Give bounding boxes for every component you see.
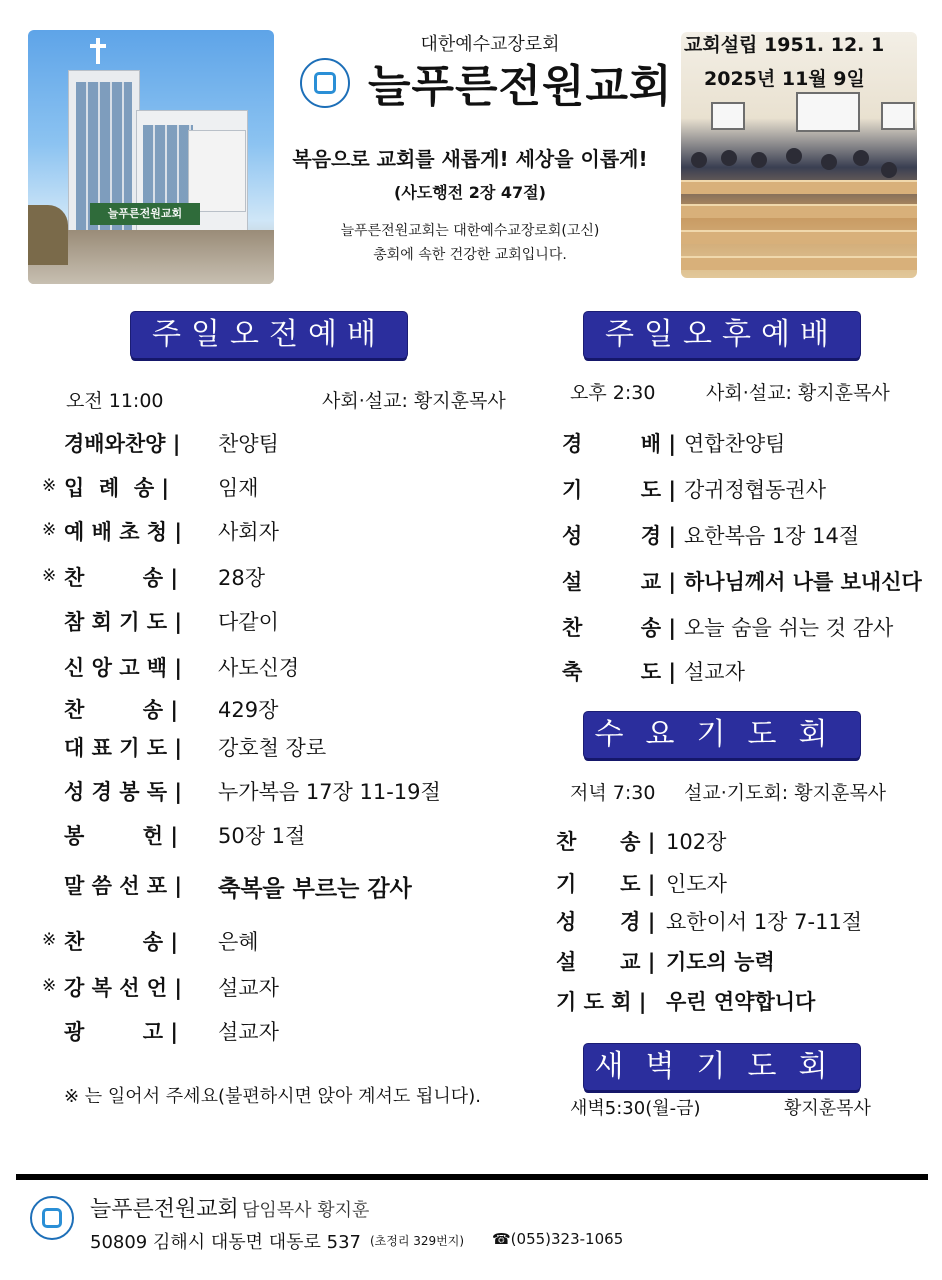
order-label: 기 도 회 | — [556, 990, 647, 1014]
footer-pastor: 담임목사 황지훈 — [242, 1200, 370, 1221]
motto: 복음으로 교회를 새롭게! 세상을 이롭게! — [292, 147, 648, 171]
order-label: 축 도 | — [562, 660, 677, 684]
founded-date: 교회설립 1951. 12. 1 — [684, 34, 885, 56]
morning-leader: 사회·설교: 황지훈목사 — [322, 390, 506, 412]
order-label: 성 경 봉 독 | — [64, 780, 183, 804]
dawn-leader: 황지훈목사 — [784, 1098, 871, 1119]
church-building-photo — [28, 30, 274, 284]
order-label: 찬 송 | — [556, 830, 656, 854]
order-label: 참 회 기 도 | — [64, 610, 183, 634]
standing-mark: ※ — [42, 566, 57, 586]
order-value: 우린 연약합니다 — [666, 990, 816, 1014]
wednesday-leader: 설교·기도회: 황지훈목사 — [684, 782, 887, 804]
standing-mark: ※ — [42, 976, 57, 996]
footer-address-note: (초정리 329번지) — [370, 1234, 465, 1248]
order-label: 신 앙 고 백 | — [64, 656, 183, 680]
order-label: 찬 송 | — [64, 930, 179, 954]
order-label: 기 도 | — [562, 478, 677, 502]
footer-divider — [16, 1174, 928, 1180]
order-value: 28장 — [218, 566, 266, 590]
footer-address: 50809 김해시 대동면 대동로 537 — [90, 1232, 361, 1253]
afternoon-worship-header: 주일오후예배 — [584, 312, 860, 358]
morning-worship-header: 주일오전예배 — [131, 312, 407, 358]
order-label: 광 고 | — [64, 1020, 179, 1044]
order-label: 말 씀 선 포 | — [64, 874, 183, 898]
standing-mark: ※ — [42, 930, 57, 950]
order-value: 사회자 — [218, 520, 279, 544]
order-label: 성 경 | — [562, 524, 677, 548]
order-value: 임재 — [218, 476, 259, 500]
order-label: 설 교 | — [562, 570, 677, 594]
footer-church-name: 늘푸른전원교회 — [90, 1197, 239, 1222]
order-value: 찬양팀 — [218, 432, 279, 456]
order-value: 축복을 부르는 감사 — [218, 876, 412, 902]
order-label: 찬 송 | — [562, 616, 677, 640]
order-value: 하나님께서 나를 보내신다 — [684, 570, 922, 594]
order-value: 오늘 숨을 쉬는 것 감사 — [684, 616, 894, 640]
wednesday-time: 저녁 7:30 — [570, 782, 656, 804]
denomination: 대한예수교장로회 — [420, 34, 560, 55]
order-value: 다같이 — [218, 610, 279, 634]
order-label: 찬 송 | — [64, 566, 179, 590]
order-value: 인도자 — [666, 872, 727, 896]
bulletin-date: 2025년 11월 9일 — [704, 68, 865, 90]
standing-note: ※ 는 일어서 주세요(불편하시면 앉아 계셔도 됩니다). — [64, 1086, 481, 1107]
order-value: 강귀정협동권사 — [684, 478, 827, 502]
order-label: 입 례 송 | — [64, 476, 170, 500]
order-label: 예 배 초 청 | — [64, 520, 183, 544]
standing-mark: ※ — [42, 476, 57, 496]
order-label: 대 표 기 도 | — [64, 736, 183, 760]
order-value: 설교자 — [218, 976, 279, 1000]
order-value: 기도의 능력 — [666, 950, 775, 974]
order-value: 429장 — [218, 698, 279, 722]
order-value: 은혜 — [218, 930, 259, 954]
building-sign: 늘푸른전원교회 — [90, 203, 200, 225]
motto-reference: (사도행전 2장 47절) — [394, 183, 546, 202]
order-label: 경배와찬양 | — [64, 432, 181, 456]
order-value: 설교자 — [684, 660, 745, 684]
order-value: 요한복음 1장 14절 — [684, 524, 860, 548]
standing-mark: ※ — [42, 520, 57, 540]
church-name: 늘푸른전원교회 — [368, 61, 673, 112]
order-value: 연합찬양팀 — [684, 432, 786, 456]
order-label: 설 교 | — [556, 950, 656, 974]
order-value: 누가복음 17장 11-19절 — [218, 780, 441, 804]
order-value: 50장 1절 — [218, 824, 306, 848]
order-label: 찬 송 | — [64, 698, 179, 722]
order-value: 사도신경 — [218, 656, 300, 680]
footer-logo-icon — [30, 1196, 74, 1240]
order-label: 강 복 선 언 | — [64, 976, 183, 1000]
afternoon-time: 오후 2:30 — [570, 382, 656, 404]
dawn-time: 새벽5:30(월-금) — [570, 1098, 701, 1119]
order-value: 102장 — [666, 830, 727, 854]
afternoon-leader: 사회·설교: 황지훈목사 — [706, 382, 890, 404]
order-label: 기 도 | — [556, 872, 656, 896]
church-logo-icon — [300, 58, 350, 108]
intro-line-2: 총회에 속한 건강한 교회입니다. — [373, 247, 567, 263]
wednesday-prayer-header: 수요기도회 — [584, 712, 860, 758]
order-value: 설교자 — [218, 1020, 279, 1044]
intro-line-1: 늘푸른전원교회는 대한예수교장로회(고신) — [340, 223, 600, 239]
order-label: 경 배 | — [562, 432, 677, 456]
order-label: 성 경 | — [556, 910, 656, 934]
order-label: 봉 헌 | — [64, 824, 179, 848]
order-value: 요한이서 1장 7-11절 — [666, 910, 863, 934]
dawn-prayer-header: 새벽기도회 — [584, 1044, 860, 1090]
order-value: 강호철 장로 — [218, 736, 327, 760]
footer-phone: ☎(055)323-1065 — [492, 1230, 624, 1248]
morning-time: 오전 11:00 — [66, 390, 164, 412]
